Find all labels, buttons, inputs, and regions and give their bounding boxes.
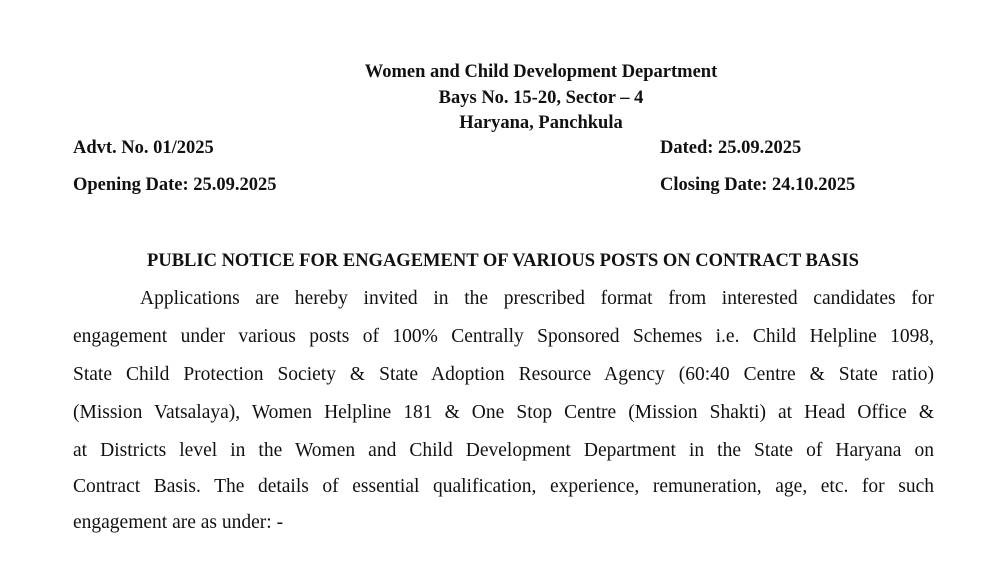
body-line: State Child Protection Society & State Adoption Resource Agency (60:40 Centre & State ratio): [73, 364, 934, 385]
notice-title: PUBLIC NOTICE FOR ENGAGEMENT OF VARIOUS POSTS ON CONTRACT BASIS: [147, 251, 859, 271]
body-line: Applications are hereby invited in the prescribed format from interested candidates for: [140, 288, 934, 309]
body-line: Contract Basis. The details of essential qualification, experience, remuneration, age, etc. for such: [73, 476, 934, 497]
body-line: (Mission Vatsalaya), Women Helpline 181 & One Stop Centre (Mission Shakti) at Head Office &: [73, 402, 934, 423]
body-line: at Districts level in the Women and Child Development Department in the State of Haryana on: [73, 440, 934, 461]
department-city: Haryana, Panchkula: [459, 113, 623, 133]
body-line: engagement are as under: -: [73, 512, 284, 533]
department-address: Bays No. 15-20, Sector – 4: [438, 88, 644, 108]
advt-number: Advt. No. 01/2025: [73, 138, 214, 158]
department-name: Women and Child Development Department: [364, 62, 718, 82]
body-line: engagement under various posts of 100% Centrally Sponsored Schemes i.e. Child Helpline 1098,: [73, 326, 934, 347]
dated: Dated: 25.09.2025: [660, 138, 802, 158]
opening-date: Opening Date: 25.09.2025: [73, 175, 277, 195]
closing-date: Closing Date: 24.10.2025: [660, 175, 856, 195]
